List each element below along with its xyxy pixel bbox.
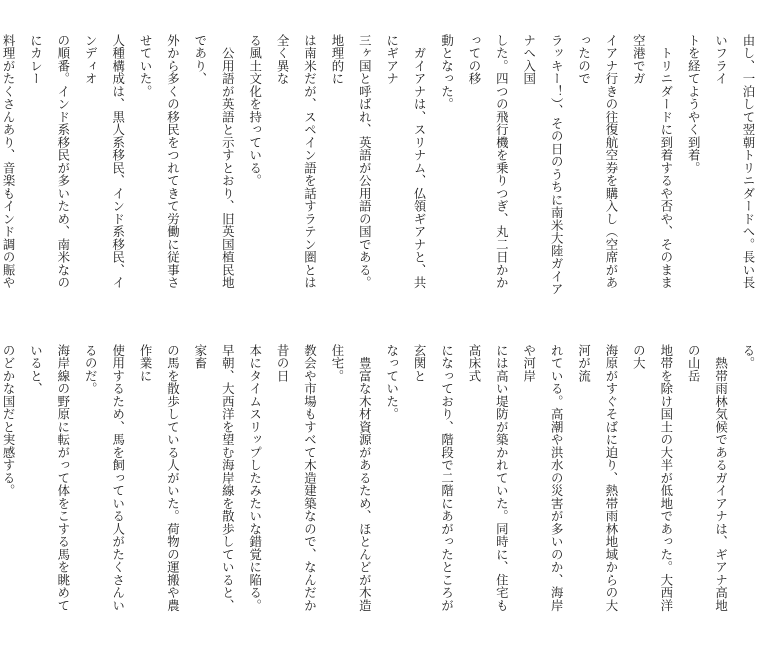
text-line: 三ヶ国と呼ばれ、英語が公用語の国である。地理的に [329,34,373,289]
text-line: トリニダードに到着するや否や、そのまま空港でガ [631,34,674,289]
text-line: ガイアナは、スリナム、仏領ギアナと、共にギアナ [384,34,428,289]
text-line: 地帯を除け国土の大半が低地であった。大西洋の大 [631,344,674,612]
text-line: 人種構成は、黒人系移民、インド系移民、インディオ [83,34,126,289]
text-line: れている。高潮や洪水の災害が多いのか、海岸や河岸 [521,344,565,612]
text-line: 豊富な木材資源があるため、ほとんどが木造住宅。 [329,344,373,612]
text-line: 本にタイムスリップしたみたいな錯覚に陥る。 [247,344,263,612]
text-line: イアナ行きの往復航空券を購入し（空席があったので [576,34,619,289]
text-line: ラッキー！）、その日のうちに南米大陸ガイアナへ入国 [521,34,565,296]
text-line: の馬を散歩している人がいた。荷物の運搬や農作業に [138,344,181,612]
text-line: 熱帯雨林気候であるガイアナは、ギアナ高地の山岳 [686,344,729,612]
text-line: 使用するため、馬を飼っている人がたくさんいるのだ。 [83,344,126,612]
text-line: の順番。インド系移民が多いため、南米なのにカレー [28,34,71,289]
text-line: には高い堤防が築かれていた。同時に、住宅も高床式 [466,344,510,612]
text-line: 早朝、大西洋を望む海岸線を散歩していると、家畜 [192,344,236,612]
text-line: は南米だが、スペイン語を話すラテン圏とは全く異な [275,34,318,289]
text-line: トを経てようやく到着。 [686,34,702,175]
upper-text-block [1,34,762,296]
lower-text-block [1,344,762,612]
text-line: 海岸線の野原に転がって体をこする馬を眺めていると、 [28,344,71,612]
text-line: る風土文化を持っている。 [247,34,263,187]
text-line: 外から多くの移民をつれてきて労働に従事させていた。 [138,34,181,289]
text-line: 動となった。 [439,34,455,111]
text-line: る。 [741,344,756,370]
text-line: 公用語が英語と示すとおり、旧英国植民地であり、 [192,34,236,289]
text-line: 教会や市場もすべて木造建築なので、なんだか昔の日 [275,344,318,612]
text-line: した。四つの飛行機を乗りつぎ、丸二日かかっての移 [466,34,510,289]
text-line: 海原がすぐそばに迫り、熱帯雨林地域からの大河が流 [576,344,619,612]
text-line: 料理がたくさんあり、音楽もインド調の賑や [1,34,17,289]
text-line: なっていた。 [384,344,400,421]
text-line: のどかな国だと実感する。 [1,344,17,497]
text-line: 由し、一泊して翌朝トリニダードへ。長い長いフライ [713,34,756,289]
text-line: になっており、階段で二階にあがったところが玄関と [412,344,455,612]
